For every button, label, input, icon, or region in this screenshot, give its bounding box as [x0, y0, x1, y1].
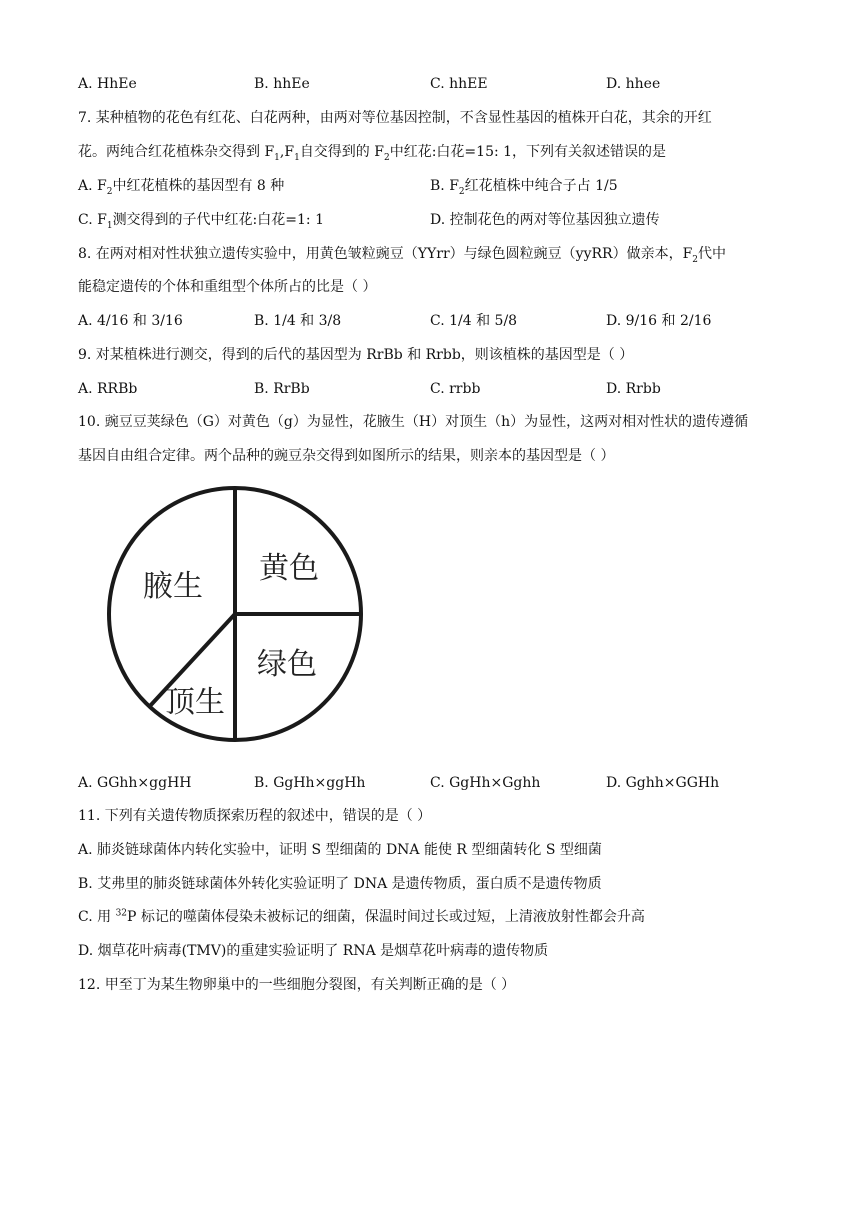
q7-option-b: B. $F_2$红花植株中纯合子占 1/5: [430, 178, 618, 197]
q7-option-d: D. 控制花色的两对等位基因独立遗传: [430, 212, 660, 228]
slice-label-green: 绿色: [257, 647, 317, 682]
q11-stem: 11. 下列有关遗传物质探索历程的叙述中，错误的是（ ）: [78, 808, 432, 824]
q9-option-d: D. Rrbb: [606, 381, 661, 397]
q8-stem-line1: 8. 在两对相对性状独立遗传实验中，用黄色皱粒豌豆（YYrr）与绿色圆粒豌豆（yyRR）做亲本，$F_2$代中: [78, 246, 727, 265]
q10-option-c: C. GgHh×Gghh: [430, 775, 541, 791]
slice-label-terminal: 顶生: [165, 685, 225, 720]
q7-stem-line1: 7. 某种植物的花色有红花、白花两种，由两对等位基因控制，不含显性基因的植株开白花，其余的开红: [78, 110, 712, 126]
q8-option-b: B. 1/4 和 3/8: [254, 313, 342, 329]
q9-option-c: C. rrbb: [430, 381, 481, 397]
q11-option-d: D. 烟草花叶病毒(TMV)的重建实验证明了 RNA 是烟草花叶病毒的遗传物质: [78, 943, 549, 959]
q7-option-c: C. $F_1$测交得到的子代中红花:白花=1: 1: [78, 212, 324, 231]
q7-stem-line2: 花。两纯合红花植株杂交得到 $F_1,F_1$自交得到的 $F_2$中红花:白花=15: 1，下列有关叙述错误的是: [78, 144, 667, 163]
q6-option-c: C. hhEE: [430, 76, 488, 92]
q11-option-c: C. 用 $^{32}$P 标记的噬菌体侵染未被标记的细菌，保温时间过长或过短，上清液放射性都会升高: [78, 908, 645, 925]
q11-option-a: A. 肺炎链球菌体内转化实验中，证明 S 型细菌的 DNA 能使 R 型细菌转化 S 型细菌: [78, 842, 602, 858]
q10-option-a: A. GGhh×ggHH: [78, 775, 192, 791]
q8-option-c: C. 1/4 和 5/8: [430, 313, 518, 329]
q8-option-d: D. 9/16 和 2/16: [606, 313, 712, 329]
q9-option-b: B. RrBb: [254, 381, 310, 397]
q10-stem-line1: 10. 豌豆豆荚绿色（G）对黄色（g）为显性，花腋生（H）对顶生（h）为显性，这两对相对性状的遗传遵循: [78, 414, 749, 430]
q8-option-a: A. 4/16 和 3/16: [78, 313, 183, 329]
q8-stem-line2: 能稳定遗传的个体和重组型个体所占的比是（ ）: [78, 279, 377, 295]
q10-option-b: B. GgHh×ggHh: [254, 775, 366, 791]
q6-option-a: A. HhEe: [78, 76, 137, 92]
slice-label-yellow: 黄色: [259, 551, 319, 586]
q10-option-d: D. Gghh×GGHh: [606, 775, 720, 791]
q10-pie-chart: [105, 478, 365, 750]
q6-option-b: B. hhEe: [254, 76, 310, 92]
q6-option-d: D. hhee: [606, 76, 661, 92]
q7-option-a: A. $F_2$中红花植株的基因型有 8 种: [78, 178, 285, 197]
q11-option-b: B. 艾弗里的肺炎链球菌体外转化实验证明了 DNA 是遗传物质，蛋白质不是遗传物质: [78, 876, 602, 892]
q12-stem: 12. 甲至丁为某生物卵巢中的一些细胞分裂图，有关判断正确的是（ ）: [78, 977, 516, 993]
q9-stem: 9. 对某植株进行测交，得到的后代的基因型为 RrBb 和 Rrbb，则该植株的基因型是（ ）: [78, 347, 634, 363]
q9-option-a: A. RRBb: [78, 381, 138, 397]
q10-stem-line2: 基因自由组合定律。两个品种的豌豆杂交得到如图所示的结果，则亲本的基因型是（ ）: [78, 448, 615, 464]
slice-label-axillary: 腋生: [143, 569, 203, 604]
